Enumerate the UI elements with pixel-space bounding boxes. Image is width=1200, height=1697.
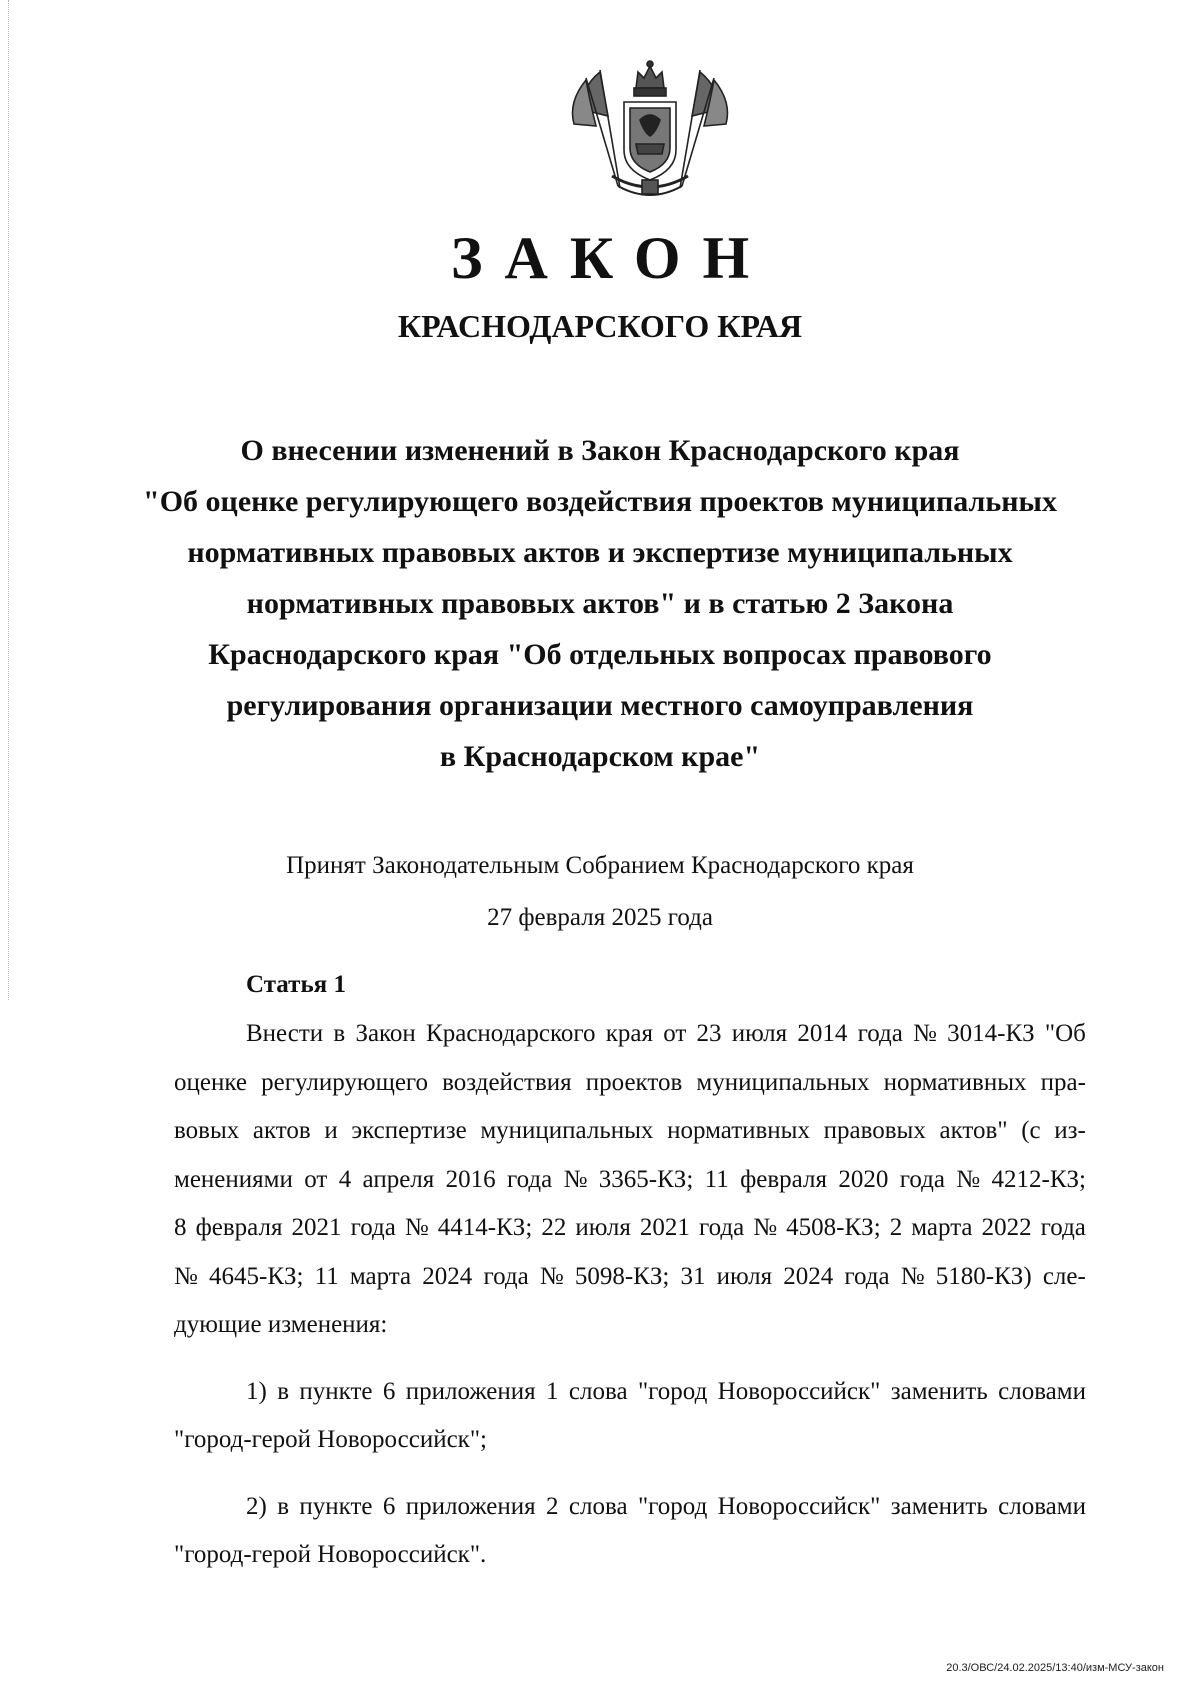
heading-line: нормативных правовых актов" и в статью 2 Закона [246, 587, 954, 620]
article-word: "Об [1044, 1020, 1086, 1047]
article-word: года [698, 1214, 745, 1241]
article-word: 2 [546, 1492, 559, 1520]
article-word: № [956, 1165, 981, 1193]
coat-of-arms-icon [560, 58, 740, 203]
article-word: 11 [314, 1262, 339, 1290]
article-word: 3014-КЗ [947, 1020, 1035, 1047]
article-word: словами [998, 1492, 1086, 1520]
article-word: 5180-КЗ) [935, 1262, 1032, 1290]
article-word: 8 [174, 1214, 187, 1241]
article-word: нормативных [667, 1117, 810, 1144]
article-word: Краснодарского [426, 1020, 596, 1047]
article-word: 23 [696, 1020, 722, 1047]
article-line [174, 1156, 1086, 1205]
heading-line: Краснодарского края "Об отдельных вопросах правового [208, 638, 992, 671]
article-word: июля [731, 1020, 788, 1047]
heading-line: нормативных правовых актов и экспертизе муниципальных [187, 536, 1013, 569]
article-word: муниципальных [696, 1068, 870, 1096]
article-word: февраля [195, 1214, 283, 1241]
article-word: менениями [174, 1165, 293, 1193]
article-word: года [899, 1165, 945, 1193]
article-word: 4645-КЗ; [209, 1262, 304, 1290]
article-word: экспертизе [351, 1117, 467, 1144]
article-line [174, 1059, 1086, 1108]
article-word: (с [1021, 1117, 1041, 1144]
article-word: 2014 [797, 1020, 848, 1047]
article-line [174, 1301, 1086, 1350]
article-word: регулирующего [261, 1068, 429, 1096]
article-word: 6 [382, 1377, 396, 1405]
article-word: 2020 [838, 1165, 889, 1193]
article-word: 1) [246, 1377, 267, 1405]
article-word: № [404, 1214, 429, 1241]
article-word: 2 [889, 1214, 903, 1241]
article-word: года [483, 1262, 529, 1290]
article-word: Закон [355, 1020, 416, 1047]
adoption-date: 27 февраля 2025 года [487, 904, 713, 931]
article-word: Внести [246, 1020, 324, 1047]
document-code: 20.3/ОВС/24.02.2025/13:40/изм-МСУ-закон [946, 1662, 1164, 1674]
article-word: 2021 [639, 1214, 690, 1241]
article-word: 2016 [445, 1165, 496, 1193]
heading-line: в Краснодарском крае" [439, 740, 761, 773]
article-word: заменить [890, 1377, 988, 1405]
article-word: 2021 [291, 1214, 342, 1241]
article-word: актов" [939, 1117, 1008, 1144]
article-word: пункте [299, 1377, 373, 1405]
article-word: № [753, 1214, 778, 1241]
article-word: 1 [546, 1377, 559, 1405]
article-word: "город [637, 1377, 708, 1405]
article-word: пра- [1040, 1068, 1086, 1096]
article-title: Статья 1 [246, 971, 346, 998]
article-word: и [324, 1117, 338, 1144]
article-body [174, 1010, 1086, 1580]
article-word: 2) [246, 1492, 267, 1520]
heading-line: регулирования организации местного самоуправления [226, 689, 974, 722]
adoption-note [0, 840, 1200, 944]
article-word: июля [575, 1214, 631, 1241]
article-word: № [913, 1020, 937, 1047]
article-line [174, 1531, 1086, 1580]
article-word: 2022 [981, 1214, 1032, 1241]
article-line-text: "город-герой Новороссийск"; [174, 1426, 487, 1453]
article-word: № [900, 1262, 925, 1290]
article-word: нормативных [883, 1068, 1027, 1096]
article-word: 2024 [783, 1262, 834, 1290]
article-word: в [277, 1377, 290, 1405]
heading-line: О внесении изменений в Закон Краснодарского края [240, 434, 960, 467]
article-word: года [350, 1214, 396, 1241]
article-word: 4508-КЗ; [786, 1214, 881, 1241]
article-word: февраля [740, 1165, 827, 1193]
article-word: апреля [362, 1165, 435, 1193]
article-word: Новороссийск" [717, 1377, 881, 1405]
article-line [174, 1204, 1086, 1253]
article-word: 4 [338, 1165, 352, 1193]
article-word: марта [349, 1262, 412, 1290]
article-word: проектов [585, 1068, 683, 1096]
article-word: года [506, 1165, 553, 1193]
article-word: 5098-КЗ; [574, 1262, 670, 1290]
article-word: 4212-КЗ; [991, 1165, 1086, 1193]
article-word: года [844, 1262, 890, 1290]
article-word: воздействия [442, 1068, 572, 1096]
article-word: вовых [174, 1117, 240, 1144]
article-word: словами [998, 1377, 1086, 1405]
article-line-text: "город-герой Новороссийск". [174, 1541, 487, 1568]
article-word: № [539, 1262, 564, 1290]
article-word: года [857, 1020, 903, 1047]
article-word: 11 [704, 1165, 729, 1193]
article-word: муниципальных [480, 1117, 654, 1144]
article-word: слова [568, 1492, 628, 1520]
article-word: заменить [890, 1492, 988, 1520]
article-word: в [333, 1020, 346, 1047]
article-item-2 [174, 1483, 1086, 1532]
article-word: края [605, 1020, 653, 1047]
heading-line: "Об оценке регулирующего воздействия проектов муниципальных [143, 485, 1057, 518]
article-line-text: дующие изменения: [174, 1311, 388, 1338]
article-word: пункте [299, 1492, 373, 1520]
article-word: 3365-КЗ; [598, 1165, 694, 1193]
law-heading [140, 425, 1060, 782]
article-word: приложения [405, 1377, 536, 1405]
article-word: правовых [823, 1117, 926, 1144]
article-word: июля [716, 1262, 773, 1290]
adoption-body: Принят Законодательным Собранием Краснодарского края [286, 852, 914, 879]
region-title: КРАСНОДАРСКОГО КРАЯ [397, 308, 803, 344]
article-word: от [663, 1020, 687, 1047]
article-line [174, 1253, 1086, 1302]
article-word: актов [252, 1117, 311, 1144]
article-word: Новороссийск" [717, 1492, 881, 1520]
article-word: 31 [680, 1262, 706, 1290]
article-word: № [563, 1165, 588, 1193]
article-word: 22 [541, 1214, 567, 1241]
article-word: сле- [1042, 1262, 1086, 1290]
article-item-1 [174, 1368, 1086, 1417]
article-word: оценке [174, 1068, 247, 1096]
article-word: "город [637, 1492, 708, 1520]
article-word: от [304, 1165, 328, 1193]
article-word: из- [1054, 1117, 1086, 1144]
law-title: ЗАКОН [450, 225, 772, 291]
article-line [174, 1107, 1086, 1156]
article-line [174, 1010, 1086, 1059]
article-word: 6 [382, 1492, 396, 1520]
article-word: марта [911, 1214, 973, 1241]
article-word: приложения [405, 1492, 536, 1520]
article-word: года [1040, 1214, 1086, 1241]
article-word: в [277, 1492, 290, 1520]
article-word: № [174, 1262, 198, 1290]
article-word: слова [568, 1377, 628, 1405]
article-word: 4414-КЗ; [437, 1214, 533, 1241]
article-word: 2024 [422, 1262, 473, 1290]
article-line [174, 1416, 1086, 1465]
